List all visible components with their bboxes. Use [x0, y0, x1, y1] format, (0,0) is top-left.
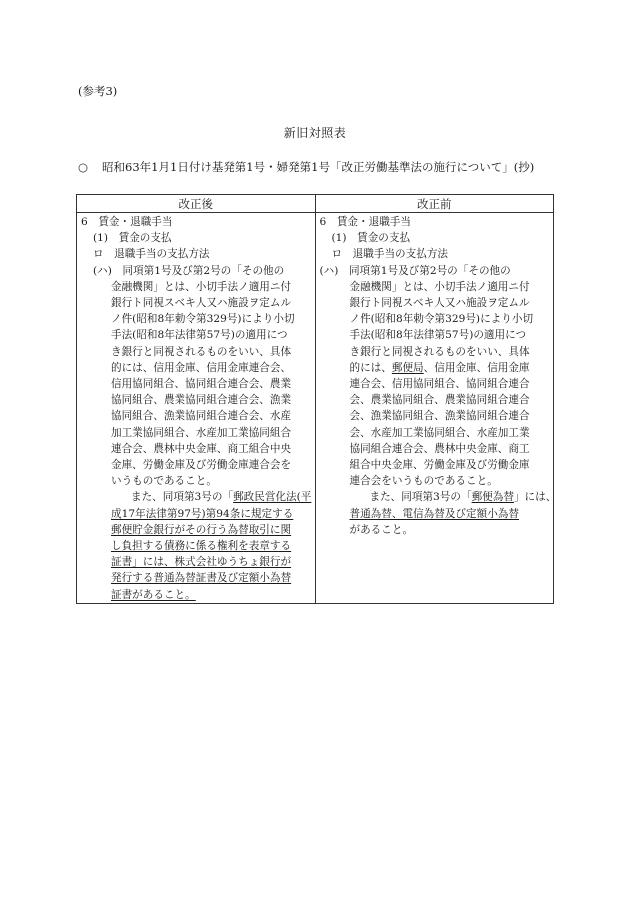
line-suffix: 、信用金庫、信用金庫 [423, 361, 530, 374]
item-line: ノ件(昭和8年勅令第329号)により小切 [349, 313, 534, 326]
item-line: 的には、信用金庫、信用金庫連合会、 [111, 361, 292, 374]
paragraph-lead: また、同項第3号の「 [369, 491, 472, 504]
paragraph-line [320, 506, 550, 522]
line-suffix: 」には、 [513, 491, 557, 504]
item-line: 銀行ト同視スベキ人又ハ施設ヲ定ムル [111, 297, 292, 310]
page-title: 新旧対照表 [283, 126, 347, 140]
subsubsection-heading: ロ 退職手当の支払方法 [93, 248, 210, 261]
paragraph-line [81, 554, 311, 570]
item-line: 信用協同組合、協同組合連合会、農業 [111, 378, 292, 391]
column-before [315, 213, 557, 604]
underlined-text: 郵政民営化法(平 [233, 491, 312, 504]
comparison-table [76, 194, 557, 604]
paragraph-lead: また、同項第3号の「 [131, 491, 234, 504]
underlined-text: 郵便局 [391, 361, 424, 374]
underlined-text: 普通為替、電信為替及び定額小為替 [349, 507, 519, 520]
item-line: (ハ) 同項第1号及び第2号の「その他の [319, 264, 511, 277]
item-line: 金融機関」とは、小切手法ノ適用ニ付 [349, 280, 530, 293]
item-line: 加工業協同組合、水産加工業協同組合 [111, 426, 292, 439]
item-line: 金融機関」とは、小切手法ノ適用ニ付 [111, 280, 292, 293]
paragraph-line [81, 522, 311, 538]
item-line: 協同組合、漁業協同組合連合会、水産 [111, 410, 292, 423]
underlined-text: 証書があること。 [111, 588, 196, 601]
paragraph-line [81, 506, 311, 522]
item-line: 協同組合連合会、農林中央金庫、商工 [349, 442, 530, 455]
section-heading: 6 賃金・退職手当 [319, 216, 411, 228]
line-prefix: 的には、 [349, 361, 392, 374]
underlined-text: し負担する債務に係る権利を表章する [111, 540, 292, 553]
underlined-text: 成17年法律第97号)第94条に規定する [111, 507, 294, 520]
subsection-heading: (1) 賃金の支払 [93, 232, 172, 245]
reference-label: (参考3) [78, 84, 118, 98]
item-line: 連合会をいうものであること。 [349, 475, 498, 488]
item-line: 会、漁業協同組合、漁業協同組合連合 [349, 410, 530, 423]
item-line: 連合会、信用協同組合、協同組合連合 [349, 378, 530, 391]
column-after [77, 213, 316, 604]
item-line: 金庫、労働金庫及び労働金庫連合会を [111, 459, 292, 472]
subsubsection-heading: ロ 退職手当の支払方法 [331, 248, 449, 261]
item-line: き銀行と同視されるものをいい、具体 [349, 345, 530, 358]
header-before: 改正前 [315, 195, 554, 213]
item-line: いうものであること。 [111, 475, 217, 488]
paragraph-line [81, 587, 311, 603]
item-line: (ハ) 同項第1号及び第2号の「その他の [93, 264, 285, 277]
paragraph-line [81, 538, 311, 554]
item-line: 手法(昭和8年法律第57号)の適用につ [111, 329, 288, 342]
item-line: 会、農業協同組合、農業協同組合連合 [349, 394, 530, 407]
underlined-text: 発行する普通為替証書及び定額小為替 [111, 572, 292, 585]
subject-text: 昭和63年1月1日付け基発第1号・婦発第1号「改正労働基準法の施行について」(抄) [102, 160, 535, 174]
underlined-text: 郵便為替 [471, 491, 514, 504]
item-line: 組合中央金庫、労働金庫及び労働金庫 [349, 459, 530, 472]
item-line: 会、水産加工業協同組合、水産加工業 [349, 426, 530, 439]
paragraph-line [81, 570, 311, 586]
header-after: 改正後 [77, 195, 316, 213]
paragraph-line: があること。 [349, 523, 414, 536]
item-line [320, 360, 550, 376]
item-line: 協同組合、農業協同組合連合会、漁業 [111, 394, 292, 407]
item-line: 銀行ト同視スベキ人又ハ施設ヲ定ムル [349, 297, 530, 310]
underlined-text: 証書」には、株式会社ゆうちょ銀行が [111, 556, 292, 569]
item-line: 手法(昭和8年法律第57号)の適用につ [349, 329, 527, 342]
document-subject [78, 159, 534, 175]
underlined-text: 郵便貯金銀行がその行う為替取引に関 [111, 523, 292, 536]
section-heading: 6 賃金・退職手当 [81, 216, 173, 228]
bullet-circle-icon: ○ [78, 160, 89, 174]
paragraph-line [320, 489, 557, 505]
item-line: き銀行と同視されるものをいい、具体 [111, 345, 292, 358]
item-line: 連合会、農林中央金庫、商工組合中央 [111, 442, 292, 455]
subsection-heading: (1) 賃金の支払 [331, 232, 411, 245]
item-line: ノ件(昭和8年勅令第329号)により小切 [111, 313, 295, 326]
paragraph-line [81, 489, 311, 505]
